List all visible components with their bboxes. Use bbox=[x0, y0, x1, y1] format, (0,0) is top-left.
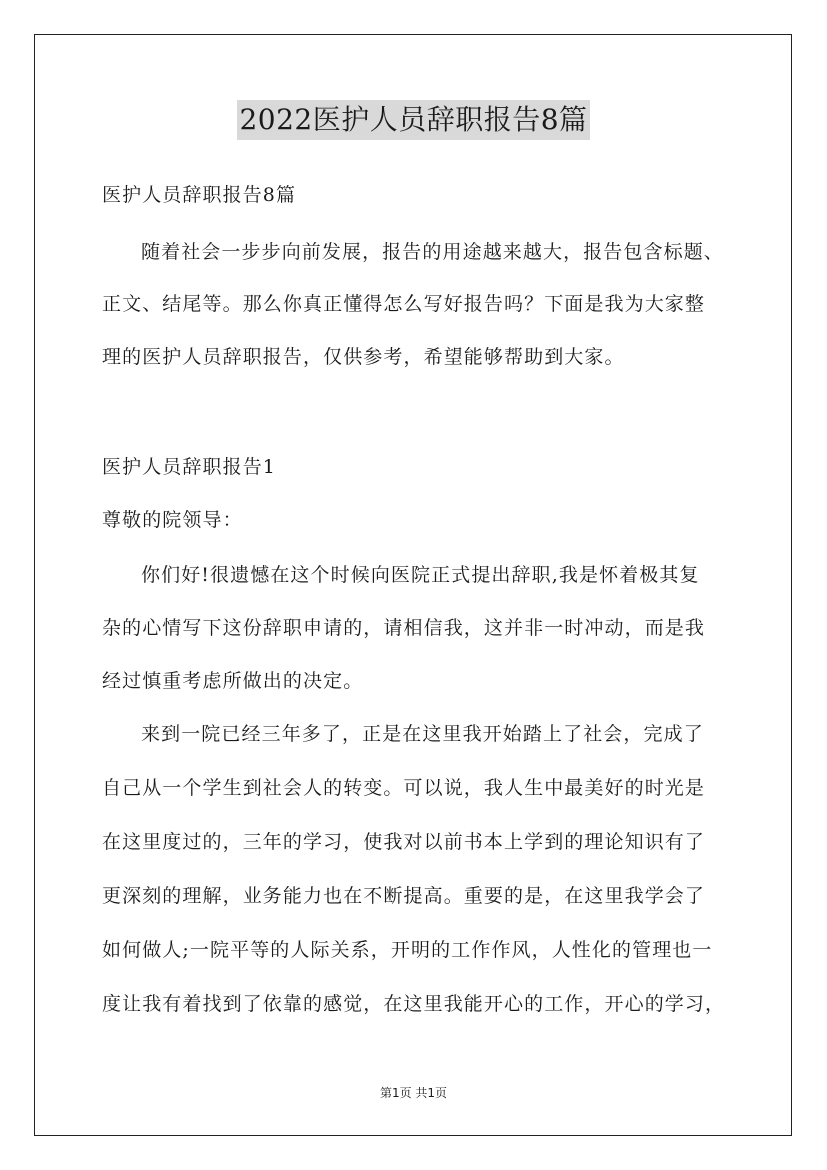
paragraph-line: 更深刻的理解，业务能力也在不断提高。重要的是，在这里我学会了 bbox=[102, 885, 706, 907]
document-title: 2022医护人员辞职报告8篇 bbox=[237, 100, 589, 140]
paragraph-line: 自己从一个学生到社会人的转变。可以说，我人生中最美好的时光是 bbox=[102, 777, 706, 799]
subtitle-line: 医护人员辞职报告8篇 bbox=[102, 184, 297, 206]
paragraph-line: 你们好!很遗憾在这个时候向医院正式提出辞职,我是怀着极其复 bbox=[141, 564, 700, 586]
salutation: 尊敬的院领导： bbox=[102, 509, 243, 531]
paragraph-line: 杂的心情写下这份辞职申请的，请相信我，这并非一时冲动，而是我 bbox=[102, 617, 706, 639]
paragraph-line: 正文、结尾等。那么你真正懂得怎么写好报告吗？下面是我为大家整 bbox=[102, 293, 706, 315]
paragraph-line: 随着社会一步步向前发展，报告的用途越来越大，报告包含标题、 bbox=[141, 241, 724, 263]
title-container bbox=[0, 100, 827, 140]
paragraph-line: 如何做人;一院平等的人际关系，开明的工作作风，人性化的管理也一 bbox=[102, 939, 713, 961]
paragraph-line: 度让我有着找到了依靠的感觉，在这里我能开心的工作，开心的学习， bbox=[102, 993, 726, 1015]
paragraph-line: 经过慎重考虑所做出的决定。 bbox=[102, 670, 364, 692]
paragraph-line: 理的医护人员辞职报告，仅供参考，希望能够帮助到大家。 bbox=[102, 346, 625, 368]
paragraph-line: 在这里度过的，三年的学习，使我对以前书本上学到的理论知识有了 bbox=[102, 831, 706, 853]
paragraph-line: 来到一院已经三年多了，正是在这里我开始踏上了社会，完成了 bbox=[141, 723, 704, 745]
page-footer: 第1页 共1页 bbox=[379, 1086, 448, 1100]
section-heading: 医护人员辞职报告1 bbox=[102, 456, 276, 478]
